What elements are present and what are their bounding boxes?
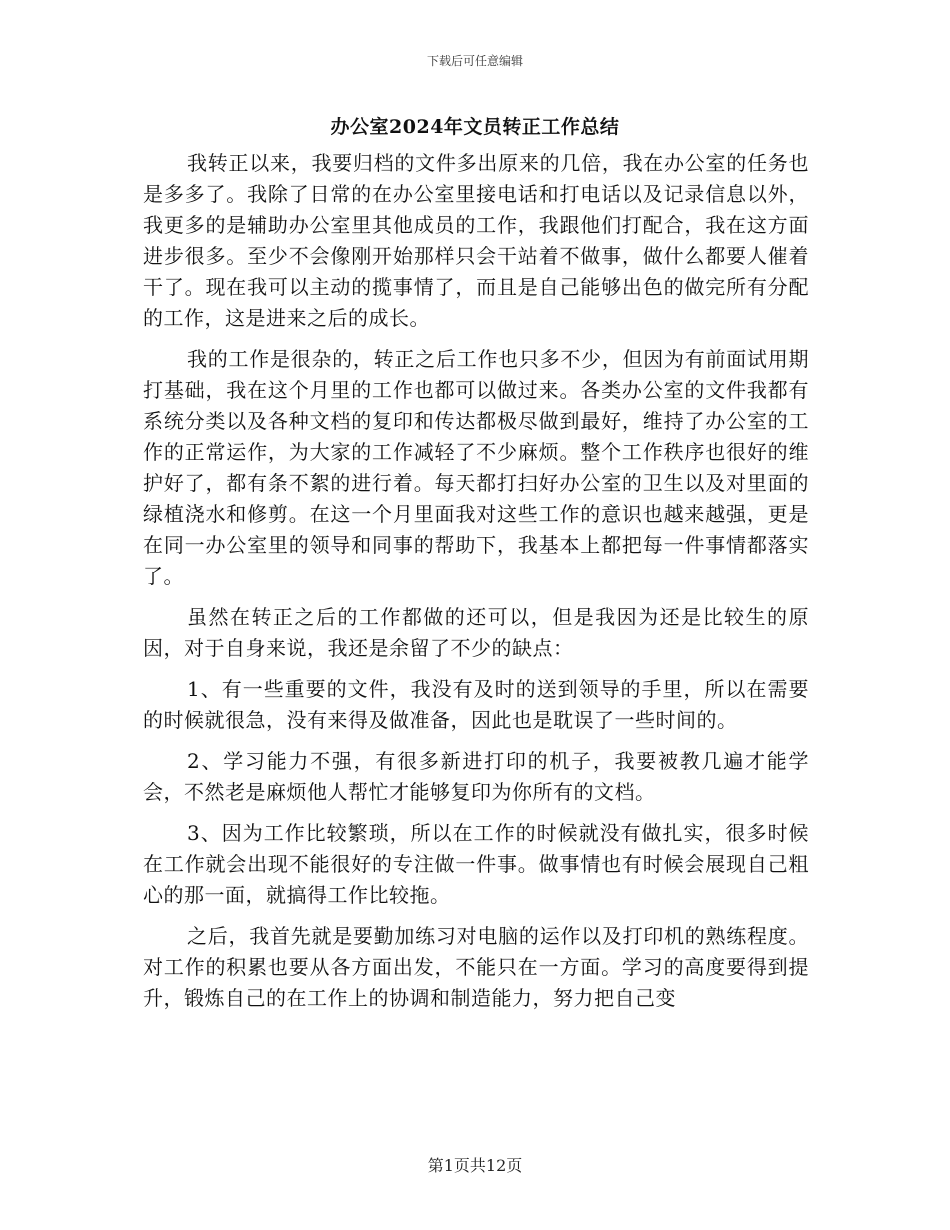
paragraph: 之后，我首先就是要勤加练习对电脑的运作以及打印机的熟练程度。对工作的积累也要从各方面出发，不能只在一方面。学习的高度要得到提升，锻炼自己的在工作上的协调和制造能力，努力把自己变 bbox=[143, 924, 809, 1010]
list-item: 3、因为工作比较繁琐，所以在工作的时候就没有做扎实，很多时候在工作就会出现不能很好的专注做一件事。做事情也有时候会展现自己粗心的那一面，就搞得工作比较拖。 bbox=[143, 821, 809, 907]
page-number: 第1页共12页 bbox=[427, 1156, 523, 1175]
paragraph: 我转正以来，我要归档的文件多出原来的几倍，我在办公室的任务也是多多了。我除了日常的在办公室里接电话和打电话以及记录信息以外，我更多的是辅助办公室里其他成员的工作，我跟他们打配合，我在这方面进步很多。至少不会像刚开始那样只会干站着不做事，做什么都要人催着干了。现在我可以主动的揽事情了，而且是自己能够出色的做完所有分配的工作，这是进来之后的成长。 bbox=[143, 151, 809, 330]
list-item: 2、学习能力不强，有很多新进打印的机子，我要被教几遍才能学会，不然老是麻烦他人帮忙才能够复印为你所有的文档。 bbox=[143, 749, 809, 804]
document-body bbox=[143, 148, 809, 1014]
document-title: 办公室2024年文员转正工作总结 bbox=[330, 116, 620, 138]
page-header: 下载后可任意编辑 bbox=[426, 54, 523, 68]
list-item: 1、有一些重要的文件，我没有及时的送到领导的手里，所以在需要的时候就很急，没有来得及做准备，因此也是耽误了一些时间的。 bbox=[143, 677, 809, 732]
paragraph: 虽然在转正之后的工作都做的还可以，但是我因为还是比较生的原因，对于自身来说，我还是余留了不少的缺点： bbox=[143, 605, 809, 660]
paragraph: 我的工作是很杂的，转正之后工作也只多不少，但因为有前面试用期打基础，我在这个月里的工作也都可以做过来。各类办公室的文件我都有系统分类以及各种文档的复印和传达都极尽做到最好，维持了办公室的工作的正常运作，为大家的工作减轻了不少麻烦。整个工作秩序也很好的维护好了，都有条不絮的进行着。每天都打扫好办公室的卫生以及对里面的绿植浇水和修剪。在这一个月里面我对这些工作的意识也越来越强，更是在同一办公室里的领导和同事的帮助下，我基本上都把每一件事情都落实了。 bbox=[143, 347, 809, 588]
